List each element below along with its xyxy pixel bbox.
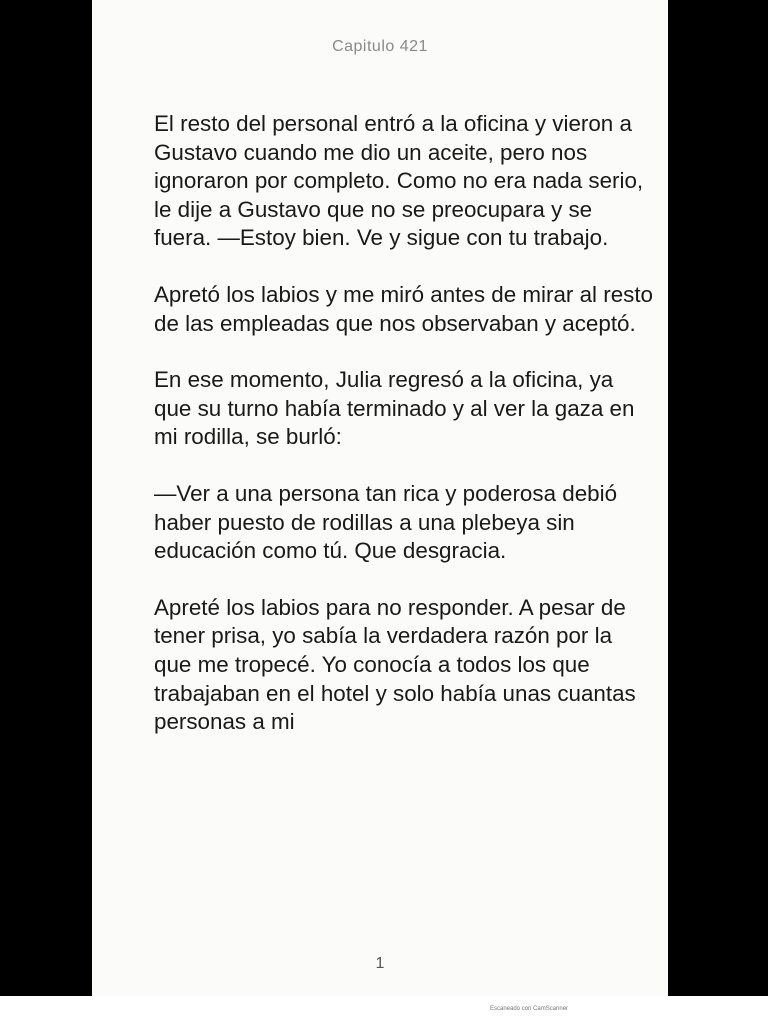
page-body <box>154 110 654 765</box>
scan-border-right <box>668 0 768 996</box>
book-page <box>92 0 668 996</box>
scan-border-left <box>0 0 92 996</box>
paragraph-4: —Ver a una persona tan rica y poderosa debió haber puesto de rodillas a una plebeya sin educación como tú. Que desgracia. <box>154 480 618 564</box>
chapter-title: Capitulo 421 <box>332 38 428 55</box>
paragraph-3: En ese momento, Julia regresó a la oficina, ya que su turno había terminado y al ver la gaza en mi rodilla, se burló: <box>154 367 635 450</box>
paragraph-5: Apreté los labios para no responder. A pesar de tener prisa, yo sabía la verdadera razón por la que me tropecé. Yo conocía a todos los que trabajaban en el hotel y solo había unas cuantas personas a mi <box>154 594 636 735</box>
paragraph-1: El resto del personal entró a la oficina y vieron a Gustavo cuando me dio un aceite, pero nos ignoraron por completo. Como no era nada serio, le dije a Gustavo que no se preocupara y se fuera. —Estoy bien. Ve y sigue con tu trabajo. <box>154 111 644 251</box>
paragraph-2: Apretó los labios y me miró antes de mirar al resto de las empleadas que nos observaban y aceptó. <box>154 281 654 336</box>
page-number: 1 <box>375 955 385 972</box>
scanner-watermark: Escaneado con CamScanner <box>490 1006 569 1012</box>
